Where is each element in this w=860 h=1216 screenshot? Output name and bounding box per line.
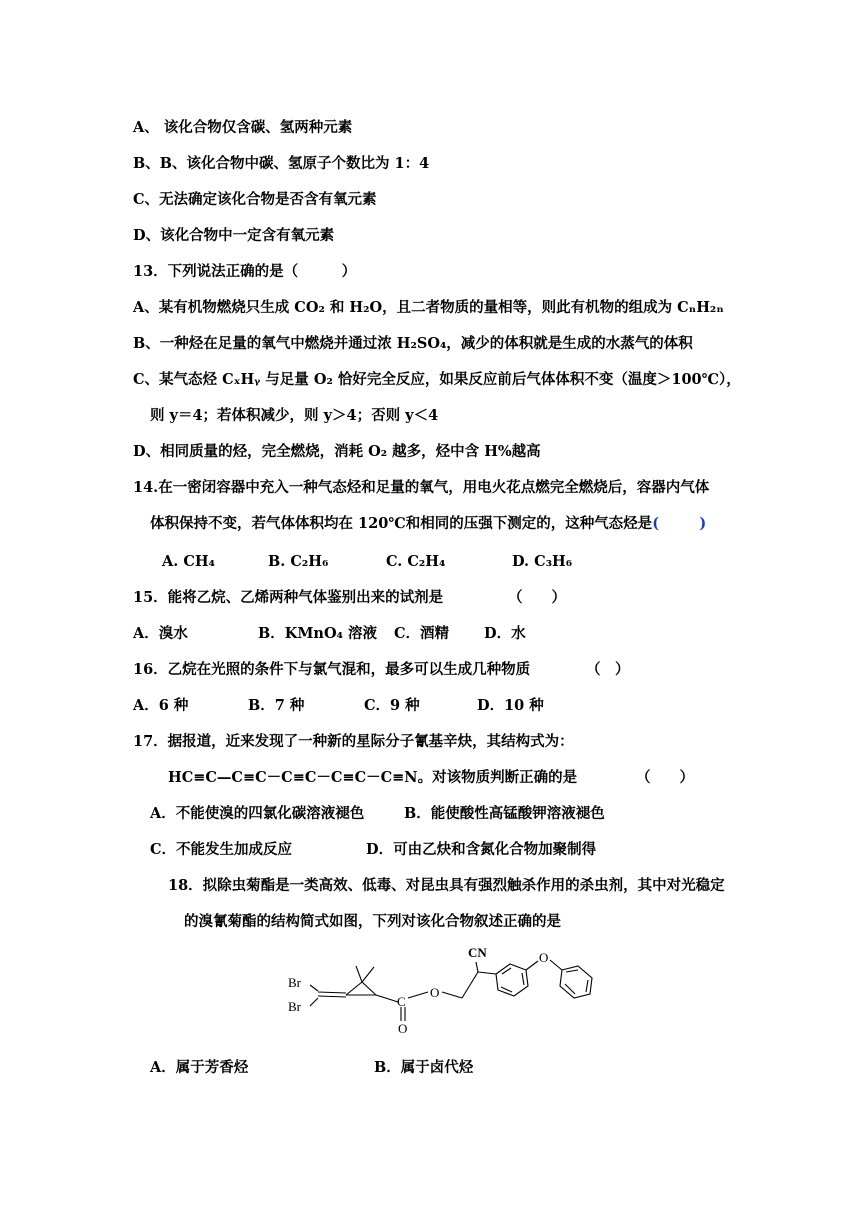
q13-option-d — [133, 442, 541, 462]
q15-option-b — [258, 624, 377, 644]
q17-option-d — [366, 840, 596, 860]
q16-option-b — [248, 696, 304, 716]
q17-option-b — [404, 804, 605, 824]
q15-stem-text: 15．能将乙烷、乙烯两种气体鉴别出来的试剂是 — [133, 589, 444, 606]
label-o-carbonyl: O — [398, 1021, 408, 1036]
q15-option-d — [484, 624, 526, 644]
q15-option-a — [133, 624, 188, 644]
q17-option-c-text: C．不能发生加成反应 — [150, 841, 293, 858]
q12-option-a-text: A、 该化合物仅含碳、氢两种元素 — [133, 119, 353, 136]
q14-stem-line1 — [133, 478, 709, 498]
q14-option-b — [268, 552, 328, 572]
q17-bracket-text: （ ） — [636, 769, 694, 786]
q18-option-a — [150, 1058, 248, 1078]
bond-o-ch2 — [442, 992, 462, 998]
q17-option-d-text: D．可由乙炔和含氮化合物加聚制得 — [366, 841, 597, 858]
q14-option-d-text: D. C₃H₆ — [512, 553, 573, 570]
label-o-ether: O — [539, 950, 549, 965]
q17-stem — [133, 732, 574, 752]
label-br-2: Br — [288, 999, 301, 1014]
label-cn: CN — [468, 945, 487, 960]
q17-bracket — [636, 768, 694, 788]
q15-stem — [133, 588, 443, 608]
q14-stem-line2 — [150, 514, 706, 534]
q16-option-c-text: C．9 种 — [364, 697, 420, 714]
q16-bracket — [586, 660, 630, 680]
q12-option-b-text: B、B、该化合物中碳、氢原子个数比为 1：4 — [133, 155, 430, 172]
q13-option-c-line1 — [133, 370, 741, 390]
methyl-2 — [362, 967, 374, 982]
q16-option-b-text: B．7 种 — [248, 697, 305, 714]
bond-c-o — [408, 992, 428, 998]
q13-option-b-text: B、一种烃在足量的氧气中燃烧并通过浓 H₂SO₄，减少的体积就是生成的水蒸气的体积 — [133, 335, 693, 352]
q15-bracket-text: （ ） — [508, 589, 566, 606]
q17-option-a — [150, 804, 364, 824]
benzene-2-inner-a — [565, 984, 575, 994]
bond-ring-o — [526, 961, 538, 970]
q17-formula-text: HC≡C—C≡C－C≡C－C≡C－C≡N。对该物质判断正确的是 — [168, 769, 578, 786]
q12-option-d-text: D、该化合物中一定含有氧元素 — [133, 227, 335, 244]
benzene-2-inner-b — [586, 980, 588, 992]
q15-option-c — [394, 624, 449, 644]
q14-stem-text1: 14.在一密闭容器中充入一种气态烃和足量的氧气，用电火花点燃完全燃烧后，容器内气体 — [133, 479, 710, 496]
q13-option-a-text: A、某有机物燃烧只生成 CO₂ 和 H₂O，且二者物质的量相等，则此有机物的组成为 CₙH₂ₙ — [133, 299, 724, 316]
q14-option-d — [512, 552, 572, 572]
methyl-1 — [356, 966, 362, 982]
q18-stem-line2 — [184, 912, 561, 932]
bond-ch2-ch — [462, 972, 478, 998]
q18-stem-text1: 18．拟除虫菊酯是一类高效、低毒、对昆虫具有强烈触杀作用的杀虫剂，其中对光稳定 — [168, 877, 725, 894]
bond-br2 — [310, 998, 318, 1006]
q12-option-d — [133, 226, 334, 246]
q12-option-c-text: C、无法确定该化合物是否含有氧元素 — [133, 191, 377, 208]
q17-option-b-text: B．能使酸性高锰酸钾溶液褪色 — [404, 805, 605, 822]
q14-option-c-text: C. C₂H₄ — [386, 553, 446, 570]
bond-br1 — [310, 985, 318, 991]
benzene-2-inner-c — [566, 970, 578, 972]
deltamethrin-structure — [280, 940, 610, 1040]
q15-option-c-text: C．酒精 — [394, 625, 450, 642]
q13-option-c-text2: 则 y＝4；若体积减少，则 y＞4；否则 y＜4 — [150, 407, 439, 424]
q17-formula — [168, 768, 577, 788]
label-o-ester: O — [430, 985, 440, 1000]
q13-option-a — [133, 298, 724, 318]
q13-stem-text: 13．下列说法正确的是（ ） — [133, 263, 357, 280]
q18-stem-text2: 的溴氰菊酯的结构简式如图，下列对该化合物叙述正确的是 — [184, 913, 561, 930]
bond-to-ester — [376, 995, 398, 1002]
q17-stem-text: 17．据报道，近来发现了一种新的星际分子氰基辛炔，其结构式为： — [133, 733, 574, 750]
q16-bracket-text: （ ） — [586, 661, 630, 678]
bond-o-ring2 — [550, 960, 562, 970]
label-c-ester: C — [397, 994, 406, 1009]
q12-option-b — [133, 154, 429, 174]
bond-double-cc-b — [318, 996, 346, 997]
q13-option-c-line2 — [150, 406, 438, 426]
q13-option-b — [133, 334, 693, 354]
q12-option-a — [133, 118, 352, 138]
q14-option-a-text: A. CH₄ — [162, 553, 215, 570]
ring-cp-1 — [346, 982, 362, 995]
q13-option-d-text: D、相同质量的烃，完全燃烧，消耗 O₂ 越多，烃中含 H%越高 — [133, 443, 541, 460]
q15-bracket — [508, 588, 566, 608]
q15-option-d-text: D．水 — [484, 625, 526, 642]
bond-ch-cn — [476, 962, 478, 972]
q14-answer-bracket: ( ) — [652, 515, 707, 532]
q17-option-c — [150, 840, 292, 860]
q13-option-c-text1: C、某气态烃 CₓHᵧ 与足量 O₂ 恰好完全反应，如果反应前后气体体积不变（温度＞100℃）， — [133, 371, 741, 388]
q18-option-a-text: A．属于芳香烃 — [150, 1059, 249, 1076]
q16-option-d-text: D．10 种 — [477, 697, 544, 714]
label-br-1: Br — [288, 975, 301, 990]
q13-stem — [133, 262, 356, 282]
ring-cp-2 — [362, 982, 376, 995]
q14-stem-text2: 体积保持不变，若气体体积均在 120℃和相同的压强下测定的，这种气态烃是 — [150, 515, 653, 532]
bond-ch-ring — [478, 972, 496, 974]
q14-option-a — [162, 552, 215, 572]
q16-option-c — [364, 696, 420, 716]
q17-option-a-text: A．不能使溴的四氯化碳溶液褪色 — [150, 805, 365, 822]
q18-option-b-text: B．属于卤代烃 — [374, 1059, 474, 1076]
q15-option-a-text: A．溴水 — [133, 625, 188, 642]
q18-stem-line1 — [168, 876, 725, 896]
q12-option-c — [133, 190, 377, 210]
q16-option-d — [477, 696, 544, 716]
q14-option-c — [386, 552, 445, 572]
q16-stem-text: 16．乙烷在光照的条件下与氯气混和，最多可以生成几种物质 — [133, 661, 531, 678]
benzene-1-inner-b — [522, 973, 524, 985]
q16-stem — [133, 660, 530, 680]
bond-double-cc-a — [318, 992, 346, 993]
q16-option-a-text: A．6 种 — [133, 697, 189, 714]
q15-option-b-text: B．KMnO₄ 溶液 — [258, 625, 377, 642]
q14-option-b-text: B. C₂H₆ — [268, 553, 329, 570]
q16-option-a — [133, 696, 188, 716]
q18-option-b — [374, 1058, 473, 1078]
